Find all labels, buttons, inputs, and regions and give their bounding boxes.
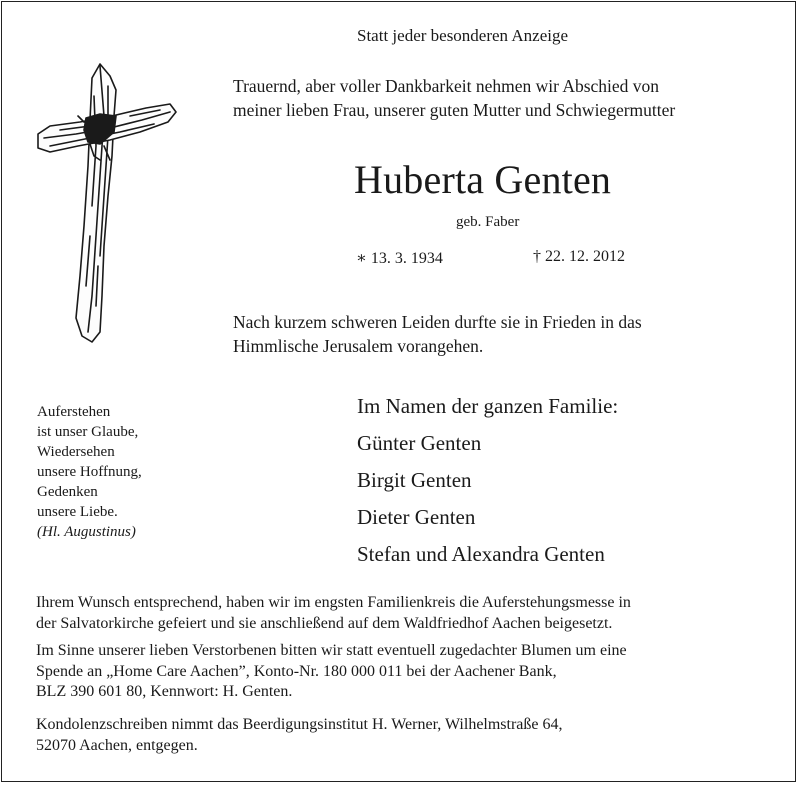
burial-notice [36,593,631,634]
donation-notice [36,641,627,703]
family-member: Stefan und Alexandra Genten [357,542,605,566]
passing-line: Nach kurzem schweren Leiden durfte sie in Frieden in das [233,312,642,332]
family-signature [357,388,618,573]
passing-text [233,310,642,358]
notice-line: 52070 Aachen, entgegen. [36,736,198,754]
family-member: Birgit Genten [357,468,472,492]
quote-source: (Hl. Augustinus) [37,524,136,540]
intro-text [233,74,675,122]
birth-name: geb. Faber [456,214,520,230]
quote-line: ist unser Glaube, [37,424,139,440]
quote-line: Wiedersehen [37,444,115,460]
quote-line: Gedenken [37,484,98,500]
intro-line: meiner lieben Frau, unserer guten Mutter und Schwiegermutter [233,100,676,120]
family-member: Günter Genten [357,431,482,455]
condolence-notice [36,715,563,756]
notice-line: der Salvatorkirche gefeiert und sie anschließend auf dem Waldfriedhof Aachen beigesetzt. [36,614,613,632]
passing-line: Himmlische Jerusalem vorangehen. [233,336,484,356]
intro-line: Trauernd, aber voller Dankbarkeit nehmen wir Abschied von [233,76,660,96]
notice-line: Im Sinne unserer lieben Verstorbenen bitten wir statt eventuell zugedachter Blumen um eine [36,642,627,659]
augustinus-quote [37,402,142,542]
quote-line: unsere Liebe. [37,504,118,520]
family-intro: Im Namen der ganzen Familie: [357,394,619,418]
birth-date: ∗ 13. 3. 1934 [356,250,443,267]
notice-line: BLZ 390 601 80, Kennwort: H. Genten. [36,683,293,700]
death-date: † 22. 12. 2012 [533,248,625,265]
quote-line: unsere Hoffnung, [37,464,142,480]
quote-line: Auferstehen [37,404,111,420]
wooden-cross-icon [30,56,180,346]
deceased-name: Huberta Genten [354,157,612,202]
notice-line: Spende an „Home Care Aachen”, Konto-Nr. 180 000 011 bei der Aachener Bank, [36,662,557,680]
notice-line: Ihrem Wunsch entsprechend, haben wir im engsten Familienkreis die Auferstehungsmesse in [36,594,631,611]
notice-line: Kondolenzschreiben nimmt das Beerdigungsinstitut H. Werner, Wilhelmstraße 64, [36,716,563,733]
family-member: Dieter Genten [357,505,476,529]
notice-header: Statt jeder besonderen Anzeige [357,26,569,45]
